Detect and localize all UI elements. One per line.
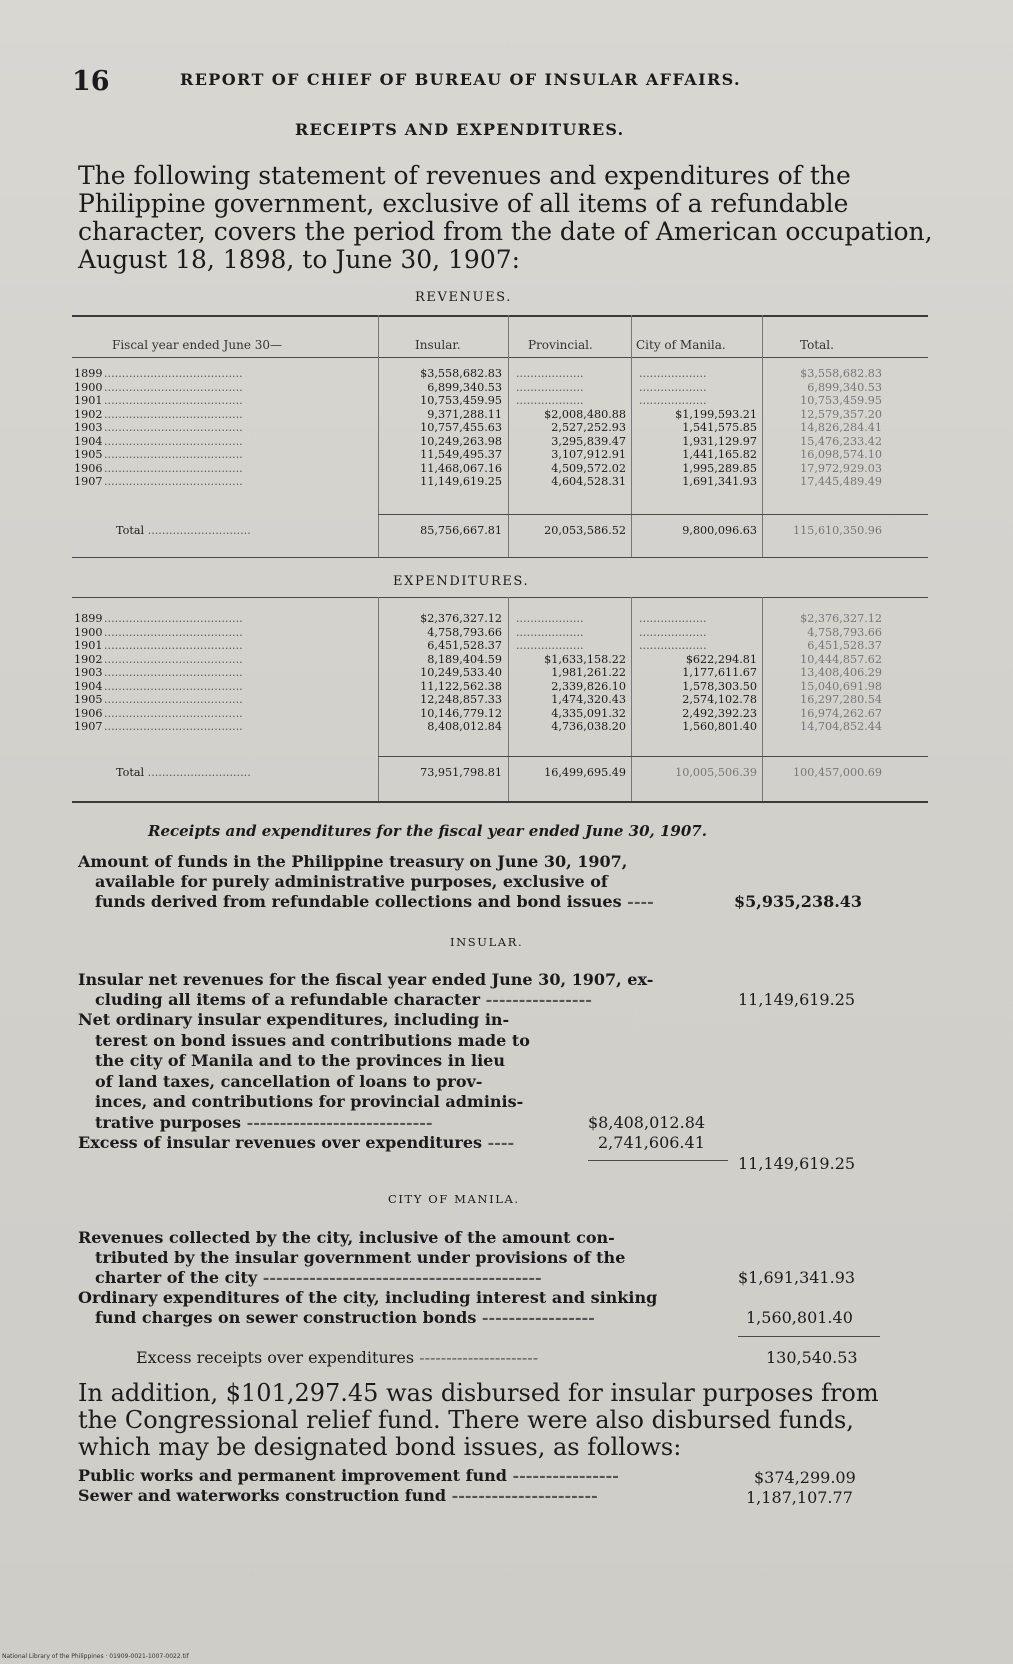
manila-exp-amount: 1,560,801.40	[746, 1308, 853, 1327]
col-divider	[631, 597, 632, 801]
insular-revenue-line-2: cluding all items of a refundable character ----------------	[95, 990, 592, 1009]
expenditures-total-insular: 73,951,798.81	[420, 766, 502, 779]
insular-cell: 11,122,562.38	[420, 679, 502, 693]
fund-1-label: Public works and permanent improvement fund ----------------	[78, 1466, 619, 1485]
insular-cell: 11,549,495.37	[420, 448, 502, 461]
total-cell: 15,040,691.98	[800, 679, 882, 693]
insular-cell: $3,558,682.83	[420, 367, 502, 380]
total-cell: 16,098,574.10	[800, 448, 882, 461]
year-cell: 1899	[74, 367, 103, 380]
statement-line: trative purposes ----------------------------	[95, 1113, 433, 1132]
closing-paragraph: In addition, $101,297.45 was disbursed for insular purposes from the Congressional relief fund. There were also disbursed funds, which may be designated bond issues, as follows:	[78, 1379, 879, 1461]
year-cell: 1899	[74, 612, 103, 625]
header-total: Total.	[800, 338, 834, 352]
year-cell: 1901	[74, 639, 103, 652]
col-divider	[508, 597, 509, 801]
total-cell: 6,451,528.37	[807, 639, 882, 652]
col-divider	[762, 597, 763, 801]
table-top-rule	[72, 315, 928, 317]
empty-cell-dots: ...................	[639, 367, 707, 380]
manila-cell: 1,691,341.93	[682, 475, 757, 488]
expenditures-total-provincial: 16,499,695.49	[544, 766, 626, 779]
excess-rule	[738, 1336, 880, 1337]
total-cell: 17,972,929.03	[800, 461, 882, 475]
table-mid-rule	[72, 557, 928, 558]
provincial-cell: 3,295,839.47	[551, 434, 626, 448]
insular-cell: 8,408,012.84	[427, 720, 502, 733]
insular-cell: 6,899,340.53	[427, 380, 502, 394]
leader-dots: .......................................	[104, 666, 243, 679]
leader-dots: .......................................	[104, 693, 243, 706]
header-city-of-manila: City of Manila.	[636, 338, 726, 352]
insular-cell: 10,146,779.12	[420, 706, 502, 720]
insular-revenue-line-1: Insular net revenues for the fiscal year ended June 30, 1907, ex-	[78, 970, 654, 989]
provincial-cell: 1,981,261.22	[551, 666, 626, 679]
year-cell: 1900	[74, 625, 103, 639]
sum-rule	[588, 1160, 728, 1161]
manila-cell: 1,995,289.85	[682, 461, 757, 475]
statement-line: of land taxes, cancellation of loans to prov-	[95, 1071, 483, 1091]
manila-caption: CITY OF MANILA.	[388, 1192, 520, 1206]
year-cell: 1907	[74, 475, 103, 488]
total-cell: 14,704,852.44	[800, 720, 882, 733]
manila-rev-amount: $1,691,341.93	[738, 1268, 856, 1287]
total-cell: 10,444,857.62	[800, 652, 882, 666]
header-fiscal-year: Fiscal year ended June 30—	[112, 338, 282, 352]
leader-dots: .......................................	[104, 394, 243, 407]
leader-dots: .......................................	[104, 367, 243, 380]
total-cell: 15,476,233.42	[800, 434, 882, 448]
provincial-cell: 3,107,912.91	[551, 448, 626, 461]
year-cell: 1902	[74, 652, 103, 666]
empty-cell-dots: ...................	[516, 612, 584, 625]
year-cell: 1905	[74, 448, 103, 461]
insular-excess-label: Excess of insular revenues over expenditures ----	[78, 1133, 515, 1152]
leader-dots: .......................................	[104, 679, 243, 693]
total-cell: 17,445,489.49	[800, 475, 882, 488]
empty-cell-dots: ...................	[516, 367, 584, 380]
empty-cell-dots: ...................	[516, 625, 584, 639]
statement-line: Ordinary expenditures of the city, including interest and sinking	[78, 1288, 658, 1307]
total-cell: 12,579,357.20	[800, 407, 882, 421]
provincial-cell: $2,008,480.88	[544, 407, 626, 421]
leader-dots: .......................................	[104, 639, 243, 652]
statement-line: tributed by the insular government under provisions of the	[95, 1248, 626, 1267]
year-cell: 1901	[74, 394, 103, 407]
insular-cell: 9,371,288.11	[427, 407, 502, 421]
manila-cell: 1,560,801.40	[682, 720, 757, 733]
col-divider	[378, 597, 379, 801]
statement-line: Revenues collected by the city, inclusive of the amount con-	[78, 1228, 615, 1247]
total-cell: 4,758,793.66	[807, 625, 882, 639]
year-cell: 1906	[74, 461, 103, 475]
table-bottom-rule	[72, 801, 928, 803]
manila-cell: 2,574,102.78	[682, 693, 757, 706]
fiscal-subtitle: Receipts and expenditures for the fiscal year ended June 30, 1907.	[148, 822, 707, 840]
statement-line: the city of Manila and to the provinces in lieu	[95, 1051, 505, 1071]
treasury-amount: $5,935,238.43	[734, 892, 863, 911]
empty-cell-dots: ...................	[639, 380, 707, 394]
empty-cell-dots: ...................	[516, 394, 584, 407]
running-head: REPORT OF CHIEF OF BUREAU OF INSULAR AFFAIRS.	[180, 70, 742, 89]
year-cell: 1904	[74, 434, 103, 448]
insular-cell: 10,757,455.63	[420, 421, 502, 434]
manila-cell: $1,199,593.21	[675, 407, 757, 421]
insular-excess-amount: 2,741,606.41	[598, 1133, 705, 1152]
manila-cell: 1,541,575.85	[682, 421, 757, 434]
statement-line: Net ordinary insular expenditures, including in-	[78, 1010, 510, 1029]
insular-cell: 8,189,404.59	[427, 652, 502, 666]
insular-cell: 6,451,528.37	[427, 639, 502, 652]
year-cell: 1904	[74, 679, 103, 693]
total-cell: 6,899,340.53	[807, 380, 882, 394]
revenues-total-label: Total .............................	[116, 524, 251, 537]
manila-cell: 1,177,611.67	[682, 666, 757, 679]
leader-dots: .......................................	[104, 706, 243, 720]
empty-cell-dots: ...................	[516, 639, 584, 652]
year-cell: 1900	[74, 380, 103, 394]
provincial-cell: $1,633,158.22	[544, 652, 626, 666]
provincial-cell: 2,527,252.93	[551, 421, 626, 434]
manila-cell: 1,931,129.97	[682, 434, 757, 448]
col-divider	[508, 315, 509, 557]
manila-cell: 1,441,165.82	[682, 448, 757, 461]
manila-cell: 2,492,392.23	[682, 706, 757, 720]
statement-line: charter of the city ------------------------------------------	[95, 1268, 542, 1287]
header-provincial: Provincial.	[528, 338, 593, 352]
revenues-total-provincial: 20,053,586.52	[544, 524, 626, 537]
leader-dots: .......................................	[104, 421, 243, 434]
empty-cell-dots: ...................	[516, 380, 584, 394]
statement-line: inces, and contributions for provincial adminis-	[95, 1092, 524, 1112]
total-cell: 16,297,280.54	[800, 693, 882, 706]
total-cell: 16,974,262.67	[800, 706, 882, 720]
insular-cell: 11,149,619.25	[420, 475, 502, 488]
insular-cell: 12,248,857.33	[420, 693, 502, 706]
year-cell: 1903	[74, 421, 103, 434]
leader-dots: .......................................	[104, 448, 243, 461]
leader-dots: .......................................	[104, 407, 243, 421]
provincial-cell: 4,509,572.02	[551, 461, 626, 475]
total-cell: 13,408,406.29	[800, 666, 882, 679]
total-cell: 10,753,459.95	[800, 394, 882, 407]
col-divider	[378, 315, 379, 557]
fund-2-amount: 1,187,107.77	[746, 1488, 853, 1507]
insular-expend-amount: $8,408,012.84	[588, 1113, 706, 1132]
col-divider	[631, 315, 632, 557]
manila-excess-amount: 130,540.53	[766, 1348, 858, 1367]
page-number: 16	[72, 66, 110, 97]
total-rule	[378, 756, 928, 757]
insular-revenue-amount: 11,149,619.25	[738, 990, 856, 1009]
expenditures-total-manila: 10,005,506.39	[675, 766, 757, 779]
manila-cell: 1,578,303.50	[682, 679, 757, 693]
insular-cell: 4,758,793.66	[427, 625, 502, 639]
total-rule	[378, 514, 928, 515]
insular-cell: 11,468,067.16	[420, 461, 502, 475]
fund-1-amount: $374,299.09	[754, 1468, 856, 1487]
intro-paragraph: The following statement of revenues and expenditures of the Philippine government, exclusive of all items of a refundable character, covers the period from the date of American occupation, August 18, 1898, to June 30, 1907:	[78, 161, 933, 274]
revenues-total-insular: 85,756,667.81	[420, 524, 502, 537]
section-title: RECEIPTS AND EXPENDITURES.	[295, 120, 625, 139]
fund-2-label: Sewer and waterworks construction fund ----------------------	[78, 1486, 598, 1505]
empty-cell-dots: ...................	[639, 394, 707, 407]
leader-dots: .......................................	[104, 461, 243, 475]
total-cell: 14,826,284.41	[800, 421, 882, 434]
header-rule	[72, 357, 928, 358]
total-cell: $3,558,682.83	[800, 367, 882, 380]
insular-cell: 10,249,263.98	[420, 434, 502, 448]
statement-line: terest on bond issues and contributions made to	[95, 1030, 530, 1050]
col-divider	[762, 315, 763, 557]
year-cell: 1903	[74, 666, 103, 679]
insular-cell: $2,376,327.12	[420, 612, 502, 625]
empty-cell-dots: ...................	[639, 639, 707, 652]
treasury-line-2: available for purely administrative purposes, exclusive of	[95, 872, 608, 891]
treasury-line-1: Amount of funds in the Philippine treasury on June 30, 1907,	[78, 852, 628, 871]
revenues-total-manila: 9,800,096.63	[682, 524, 757, 537]
revenues-caption: REVENUES.	[415, 290, 512, 305]
insular-cell: 10,753,459.95	[420, 394, 502, 407]
provincial-cell: 4,604,528.31	[551, 475, 626, 488]
year-cell: 1906	[74, 706, 103, 720]
manila-cell: $622,294.81	[685, 652, 757, 666]
empty-cell-dots: ...................	[639, 625, 707, 639]
year-cell: 1905	[74, 693, 103, 706]
leader-dots: .......................................	[104, 380, 243, 394]
header-insular: Insular.	[415, 338, 461, 352]
provincial-cell: 4,335,091.32	[551, 706, 626, 720]
revenues-total-total: 115,610,350.96	[793, 524, 882, 537]
provincial-cell: 1,474,320.43	[551, 693, 626, 706]
year-cell: 1907	[74, 720, 103, 733]
year-cell: 1902	[74, 407, 103, 421]
leader-dots: .......................................	[104, 625, 243, 639]
statement-line: fund charges on sewer construction bonds -----------------	[95, 1308, 595, 1327]
insular-caption: INSULAR.	[450, 935, 524, 949]
expenditures-total-label: Total .............................	[116, 766, 251, 779]
leader-dots: .......................................	[104, 720, 243, 733]
leader-dots: .......................................	[104, 652, 243, 666]
leader-dots: .......................................	[104, 612, 243, 625]
provincial-cell: 2,339,826.10	[551, 679, 626, 693]
expenditures-top-rule	[72, 597, 928, 598]
insular-cell: 10,249,533.40	[420, 666, 502, 679]
insular-sum-amount: 11,149,619.25	[738, 1154, 856, 1173]
manila-excess-label: Excess receipts over expenditures ----------------------	[136, 1348, 539, 1367]
expenditures-caption: EXPENDITURES.	[393, 574, 530, 589]
treasury-line-3: funds derived from refundable collections and bond issues ----	[95, 892, 654, 911]
empty-cell-dots: ...................	[639, 612, 707, 625]
expenditures-total-total: 100,457,000.69	[793, 766, 882, 779]
leader-dots: .......................................	[104, 475, 243, 488]
leader-dots: .......................................	[104, 434, 243, 448]
total-cell: $2,376,327.12	[800, 612, 882, 625]
scan-footer: National Library of the Philippines · 01909-0021-1007-0022.tif	[2, 1653, 189, 1660]
provincial-cell: 4,736,038.20	[551, 720, 626, 733]
